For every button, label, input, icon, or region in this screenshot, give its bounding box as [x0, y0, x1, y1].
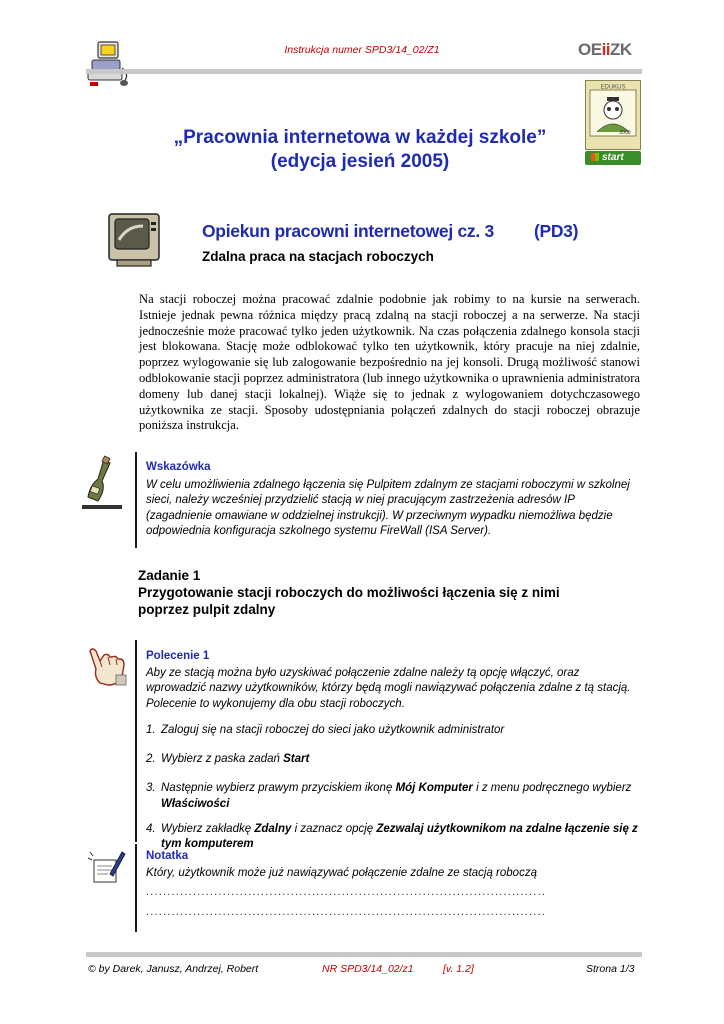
- note-pen-icon: [86, 848, 126, 888]
- note-answer-line[interactable]: ..............................................................................................: [146, 886, 547, 898]
- steps-list: [146, 723, 640, 860]
- list-item: 4. Wybierz zakładkę Zdalny i zaznacz opcję Zezwalaj użytkownikom na zdalne łączenie się z tym komputerem: [146, 822, 638, 851]
- header-divider: [86, 69, 642, 74]
- section-code: (PD3): [533, 221, 579, 241]
- footer-page: Strona 1/3: [586, 963, 635, 975]
- footer-divider: [86, 952, 642, 957]
- hint-title: Wskazówka: [146, 461, 211, 473]
- list-item: 3. Następnie wybierz prawym przyciskiem ikonę Mój Komputer i z menu podręcznego wybierz Właściwości: [146, 782, 632, 810]
- edukus-badge: [585, 80, 641, 150]
- oeiizk-logo: OEiiZK: [578, 40, 632, 59]
- svg-text:EDUKUS: EDUKUS: [600, 84, 626, 91]
- hint-text: W celu umożliwienia zdalnego łączenia się Pulpitem zdalnym ze stacjami roboczymi w szkolnej sieci, należy wcześniej przydzielić stacją w niej pracującym zastrzeżenia adresów IP (zagadnienie omawiane w oddzielnej instrukcji). W przeciwnym wypadku niemożliwa będzie odpowiednia konfiguracja szkolnego systemu FireWall (ISA Server).: [146, 479, 630, 538]
- footer-version: [v. 1.2]: [443, 963, 474, 975]
- command-text: Aby ze stacją można było uzyskiwać połączenie zdalne należy tą opcję włączyć, oraz wprowadzić nazwy użytkowników, którzy będą mogli nawiązywać połączenia zdalne z tą stacją. Polecenie to wykonujemy dla obu stacji roboczych.: [146, 667, 631, 710]
- task-heading: Zadanie 1 Przygotowanie stacji roboczych do możliwości łączenia się z nimi poprzez pulpit zdalny: [138, 568, 560, 617]
- section-subheading: Zdalna praca na stacjach roboczych: [202, 249, 434, 264]
- header-instruction-number: Instrukcja numer SPD3/14_02/Z1: [284, 44, 440, 56]
- page-title: „Pracownia internetowa w każdej szkole” (edycja jesień 2005): [173, 127, 547, 172]
- list-item: 2. Wybierz z paska zadań Start: [146, 753, 310, 766]
- windows-logo-icon: [591, 153, 599, 161]
- task-label: Zadanie 1: [138, 568, 201, 583]
- monitor-clipart: [107, 212, 161, 268]
- hint-bar: [135, 452, 137, 548]
- task-title: Przygotowanie stacji roboczych do możliwości łączenia się z nimi: [138, 585, 560, 600]
- svg-text:2000: 2000: [619, 130, 631, 136]
- start-button[interactable]: start: [585, 151, 641, 165]
- bottle-icon: [80, 455, 124, 511]
- section-heading: Opiekun pracowni internetowej cz. 3 (PD3): [202, 221, 579, 241]
- intro-paragraph: Na stacji roboczej można pracować zdalnie podobnie jak robimy to na kursie na serwerach. Istnieje jednak pewna różnica między pracą zdalną na stacji roboczej a na serwerze. Na stacji jednocześnie może pracować tylko jeden użytkownik. Na czas połączenia zdalnego konsola stacji jest blokowana. Stację może odblokować tylko ten użytkownik, który pracuje na niej zdalnie, poprzez wylogowanie się lub zalogowanie bezpośrednio na jej konsoli. Drugą możliwość stanowi odblokowanie stacji poprzez administratora (lub innego użytkownika o uprawnienia administratora domeny lub danej stacji lokalnej). Wiąże się to jednak z wylogowaniem dotychczasowego użytkownika ze stacji. Sposoby udostępniania połączeń zdalnych do stacji roboczej obrazuje poniższa instrukcja.: [139, 292, 640, 433]
- note-title: Notatka: [146, 850, 189, 862]
- list-item: 1. Zaloguj się na stacji roboczej do sieci jako użytkownik administrator: [146, 724, 505, 736]
- pointing-hand-icon: [86, 645, 128, 689]
- note-answer-line[interactable]: ..............................................................................................: [146, 906, 547, 918]
- footer-authors: © by Darek, Janusz, Andrzej, Robert: [88, 963, 259, 975]
- note-bar: [135, 844, 137, 932]
- note-text: Który, użytkownik może już nawiązywać połączenie zdalne ze stacją roboczą: [146, 867, 537, 879]
- footer-number: NR SPD3/14_02/z1: [322, 963, 414, 975]
- command-bar: [135, 640, 137, 842]
- command-title: Polecenie 1: [146, 650, 210, 662]
